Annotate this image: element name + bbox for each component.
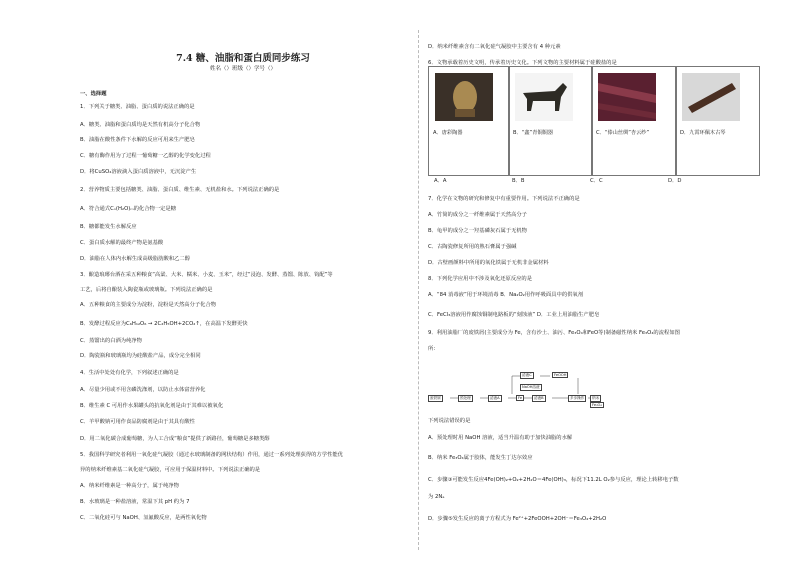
text-line: 2．营养物质主要包括糖类、油脂、蛋白质、维生素、无机盐和水。下列说法正确的是 bbox=[80, 187, 280, 193]
text-line: A．“84 消毒液”用于环境消毒 B．Na₂O₂用作呼吸面具中的供氧剂 bbox=[428, 292, 584, 298]
flow-box: 滤液A bbox=[490, 396, 500, 400]
text-line: A．竹简的成分之一纤维素属于天然高分子 bbox=[428, 212, 527, 218]
bronze-horse-image bbox=[515, 73, 573, 121]
column-divider bbox=[418, 30, 419, 550]
option-c: C．C bbox=[590, 178, 603, 184]
text-line: B．发酵过程反应为C₆H₁₂O₆ → 2C₂H₅OH+2CO₂↑，在高温下发酵更快 bbox=[80, 321, 248, 327]
text-line: 下列说法错误的是 bbox=[428, 418, 471, 424]
guqin-image bbox=[682, 73, 740, 121]
text-line: C．古陶瓷修复所用的熟石膏属于强碱 bbox=[428, 244, 517, 250]
text-line: 为 2Nₐ bbox=[428, 494, 445, 500]
text-line: D．将CuSO₄溶液滴入蛋白质溶液中，无沉淀产生 bbox=[80, 169, 197, 175]
text-line: C．糖有酶作用为了过程一葡萄糖一乙醇的化学变化过程 bbox=[80, 153, 211, 159]
text-line: 6．文物承载着历史文明，传承着历史文化。下列文物的主要材料属于硅酸盐的是 bbox=[428, 60, 617, 66]
text-line: 4．生活中处处有化学，下列叙述正确的是 bbox=[80, 370, 179, 376]
flow-box: FeOOH bbox=[554, 373, 567, 377]
text-line: 3．酿造琅琊台酒在采五种粮食“高粱、大米、糯米、小麦、玉米”，经过“浸泡、发酵、蒸馏、陈放、钩配”等 bbox=[80, 272, 333, 278]
flow-box: 废铁屑 bbox=[430, 396, 441, 400]
option-a: A．A bbox=[434, 178, 447, 184]
text-line: C．二氧化硅可与 NaOH、氢氟酸反应，是两性氧化物 bbox=[80, 515, 207, 521]
text-line: 8．下列化学应用中不涉及氧化还原反应的是 bbox=[428, 276, 533, 282]
text-line: B．油脂在酸性条件下水解的反应可用来生产肥皂 bbox=[80, 137, 195, 143]
option-b: B．B bbox=[512, 178, 525, 184]
text-line: 工艺，后将自酿装入陶瓷瓶或玻璃瓶。下列说法正确的是 bbox=[80, 287, 213, 293]
text-line: A．符合通式Cₙ(H₂O)ₘ的化合物一定是糖 bbox=[80, 206, 177, 212]
text-line: B．糖都能发生水解反应 bbox=[80, 224, 137, 230]
silk-fabric-image bbox=[598, 73, 656, 121]
text-line: B．龟甲的成分之一羟基磷灰石属于无机物 bbox=[428, 228, 527, 234]
text-line: A．尽量少用或不用含磷洗涤剂，以防止水体富营养化 bbox=[80, 387, 206, 393]
text-line: A．预处理时用 NaOH 溶液，适当升温有助于加快油脂的水解 bbox=[428, 435, 573, 441]
text-line: D．古壁画颜料中所用的氧化铁属于无机非金属材料 bbox=[428, 260, 549, 266]
flow-box: 多步操作 bbox=[570, 396, 585, 400]
flowchart-arrows bbox=[428, 366, 608, 416]
flow-box: 纳米 bbox=[592, 396, 600, 400]
student-info: 姓名（）班级（）学号（） bbox=[209, 66, 276, 72]
option-d: D．D bbox=[668, 178, 682, 184]
text-line: C．蒸馏出的白酒为纯净物 bbox=[80, 338, 142, 344]
text-line: A．糖类、油脂和蛋白质均是天然有机高分子化合物 bbox=[80, 122, 201, 128]
artifact-caption: D．九霄环佩木古琴 bbox=[680, 130, 726, 136]
text-line: B．维生素 C 可用作水果罐头的抗氧化剂是由于其难以被氧化 bbox=[80, 403, 224, 409]
artifact-cell bbox=[591, 66, 677, 176]
text-line: D．用二氧化碳合成葡萄糖，为人工合成“粮食”提供了新路径，葡萄糖是多糖类醇 bbox=[80, 436, 270, 442]
section-heading: 一、选择题 bbox=[80, 91, 107, 97]
text-line: B．纳米 Fe₃O₄属于胶体，能发生丁达尔效应 bbox=[428, 455, 533, 461]
text-line: 7．化学在文物的研究和修复中有重要作用。下列说法不正确的是 bbox=[428, 196, 580, 202]
text-line: C．FeCl₃溶液用作腐蚀铜制电路板的“刻蚀液” D．工业上用油脂生产肥皂 bbox=[428, 312, 600, 318]
text-line: D．陶瓷瓶和玻璃瓶均为硅酸盐产品，成分完全相同 bbox=[80, 353, 201, 359]
page-title: 7.4 糖、油脂和蛋白质同步练习 bbox=[176, 53, 310, 64]
text-line: 5．我国科学研究者利用一氧化硅气凝胶（通过水玻璃制备的网状结构）作用，通过一系列处理获得的方学性能优 bbox=[80, 452, 343, 458]
text-line: C．步骤③可能发生反应4Fe(OH)₂+O₂+2H₂O＝4Fe(OH)₃，标况下11.2L O₂参与反应，理论上转移电子数 bbox=[428, 477, 679, 483]
process-flowchart bbox=[428, 366, 608, 416]
flow-box: 滤液C bbox=[522, 373, 532, 377]
artifact-table bbox=[428, 66, 758, 174]
artifact-caption: C．“傣山丝绸”杏云纱” bbox=[596, 130, 650, 136]
text-line: D．步骤⑤发生反应的离子方程式为 Fe²⁺+2FeOOH+2OH⁻＝Fe₃O₄+2H₂O bbox=[428, 516, 607, 522]
text-line: 9．利用油脂厂的废铁屑(主要成分为 Fe，含有沙土、油污、Fe₃O₄和FeO等)制备磁性纳米 Fe₃O₄的流程如图 bbox=[428, 330, 680, 336]
text-line: A．五种粮食的主要成分为淀粉，淀粉是天然高分子化合物 bbox=[80, 302, 217, 308]
text-line: D．纳米纤维素含有二氧化硅气凝胶中主要含有 4 种元素 bbox=[428, 44, 561, 50]
artifact-cell bbox=[508, 66, 593, 176]
flow-box: Fe bbox=[518, 396, 523, 400]
flow-box: 滤液B bbox=[534, 396, 544, 400]
flow-box: 预处理 bbox=[460, 396, 471, 400]
text-line: 1．下列关于糖类、油脂、蛋白质的说法正确的是 bbox=[80, 104, 195, 110]
text-line: A．纳米纤维素是一种高分子，属于纯净物 bbox=[80, 483, 179, 489]
flow-box: Fe₃O₄ bbox=[592, 403, 602, 407]
artifact-cell bbox=[675, 66, 760, 176]
flow-box: NaOH溶液 bbox=[522, 385, 540, 389]
artifact-caption: B．“鑫”青铜铜器 bbox=[513, 130, 554, 136]
text-line: C．羊甲酸钠可用作食品防腐剂是由于其具有酸性 bbox=[80, 419, 195, 425]
artifact-caption: A．唐彩陶器 bbox=[433, 130, 463, 136]
text-line: C．蛋白质水解的最终产物是氨基酸 bbox=[80, 240, 164, 246]
text-line: D．油脂在人体内水解生成高级脂肪酸和乙二醇 bbox=[80, 256, 191, 262]
text-line: B．水玻璃是一种盐溶液，常温下其 pH 约为 7 bbox=[80, 499, 190, 505]
text-line: 所： bbox=[428, 346, 439, 352]
artifact-cell bbox=[428, 66, 510, 176]
text-line: 异的纳米纤维素基二氧化硅气凝胶，可应用于保温材料中。下列说法正确的是 bbox=[80, 467, 261, 473]
pottery-figure-image bbox=[435, 73, 493, 121]
